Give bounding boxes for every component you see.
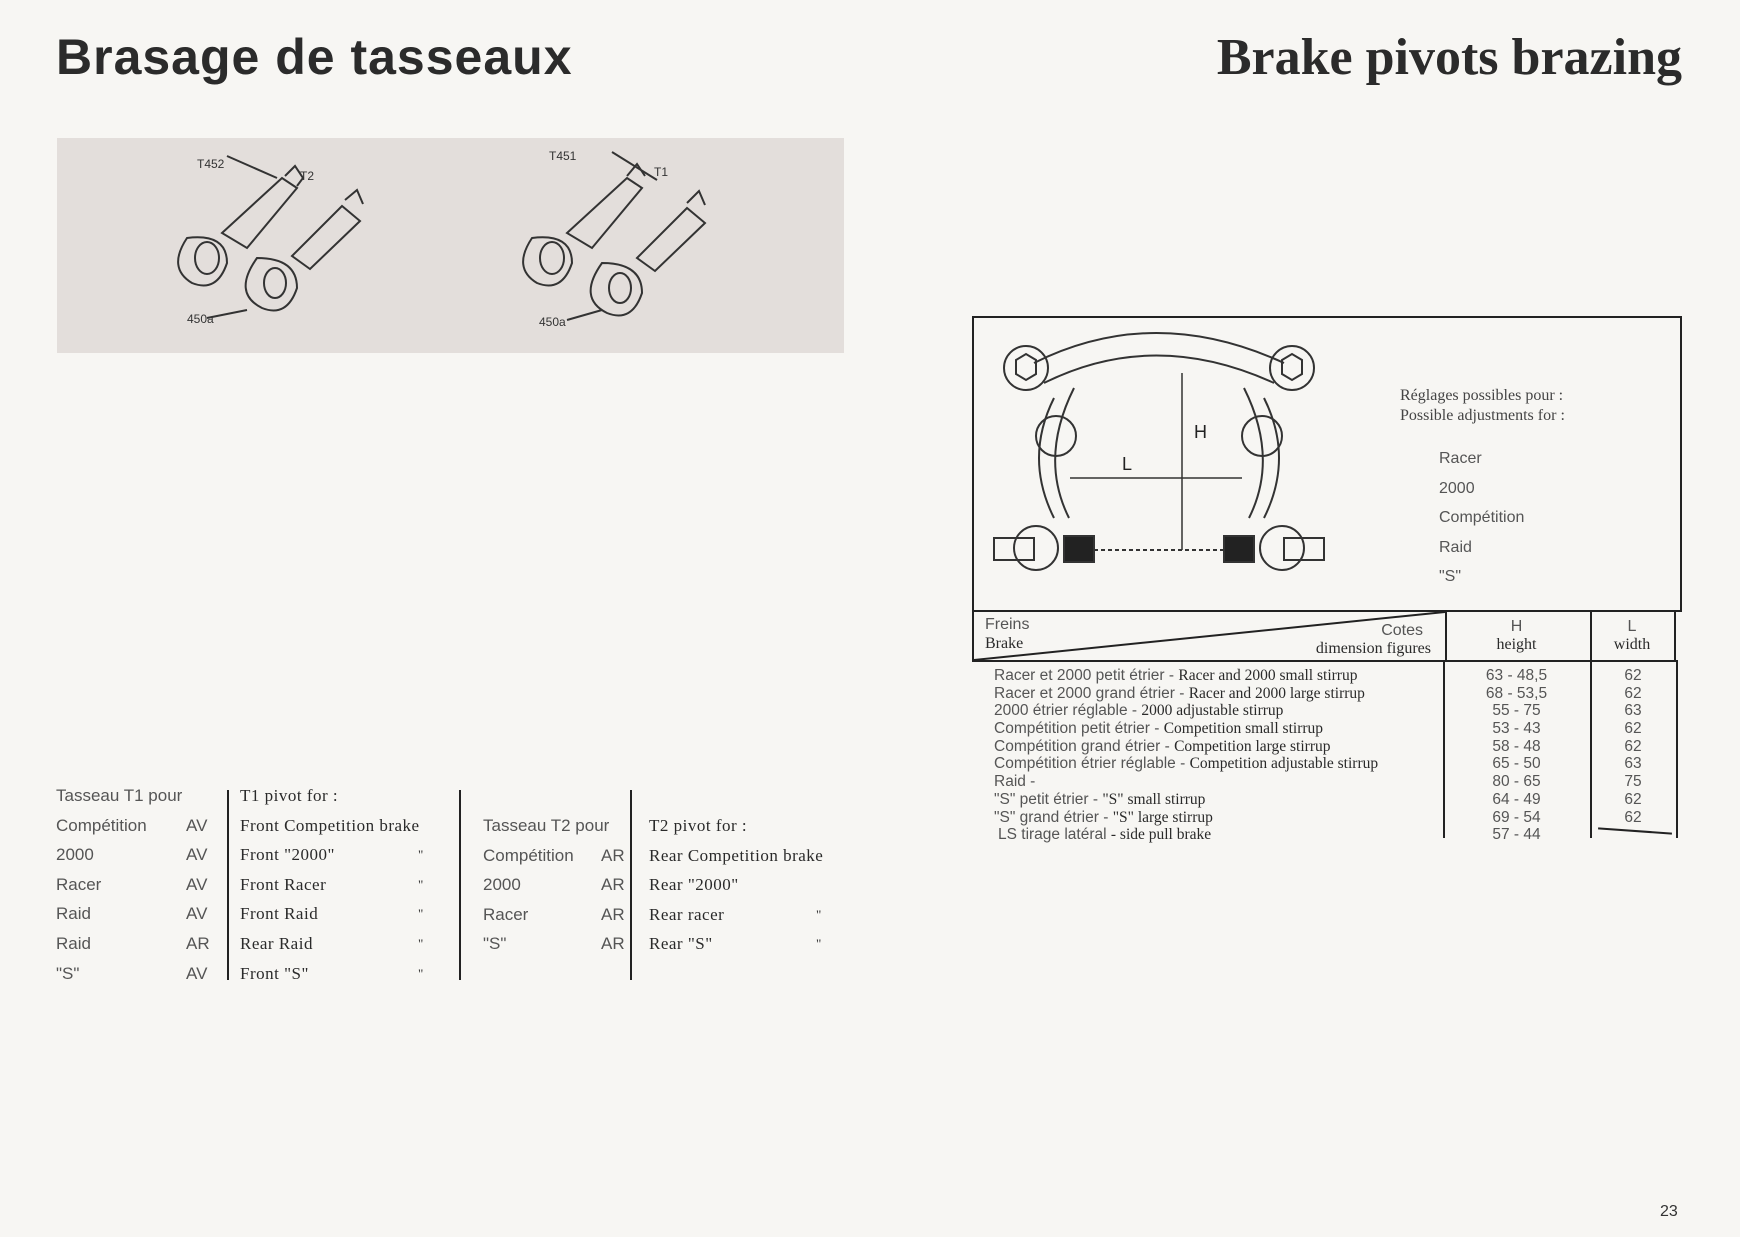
row-fr: Racer et 2000 petit étrier - [994, 667, 1179, 684]
height-cell: 80 - 65 [1492, 773, 1541, 791]
height-cell: 69 - 54 [1492, 808, 1541, 826]
list-item: 2000 [1439, 479, 1475, 497]
header-width: width [1613, 636, 1651, 653]
label-450a-left: 450a [187, 312, 214, 326]
position-code: AV [186, 904, 208, 924]
row-fr: Raid - [994, 773, 1036, 791]
position-code: AR [601, 875, 625, 895]
dimension-h-label: H [1194, 422, 1207, 442]
row-fr: Compétition grand étrier - [994, 737, 1175, 755]
position-code: AR [601, 845, 625, 865]
position-code: AV [186, 845, 208, 865]
list-item: Compétition [1439, 509, 1525, 527]
ditto-mark [418, 811, 430, 841]
list-item: Raid [56, 933, 91, 953]
row-en: "S" small stirrup [1102, 790, 1206, 808]
table-row [994, 809, 1444, 827]
row-en: Racer and 2000 large stirrup [1188, 684, 1365, 702]
ditto-mark: " [418, 935, 424, 951]
position-code: AR [601, 934, 625, 954]
ditto-mark: " [418, 965, 424, 981]
row-fr: 2000 étrier réglable - [994, 702, 1142, 720]
ditto-mark: " [816, 906, 822, 922]
divider [227, 790, 229, 980]
list-item: Front Competition brake [240, 815, 420, 835]
dimensions-table [972, 610, 1678, 842]
width-cell: 63 [1624, 755, 1642, 773]
list-item: Raid [56, 904, 91, 924]
header-rule [972, 660, 1678, 662]
width-cell: 62 [1624, 808, 1642, 826]
adjust-fr: Réglages possibles pour : [1400, 387, 1564, 404]
width-cell: 62 [1624, 720, 1642, 738]
header-h: H [1510, 618, 1523, 635]
label-t1: T1 [654, 165, 669, 179]
list-item: "S" [1439, 568, 1462, 586]
table-header-h [1443, 610, 1592, 660]
table-row [994, 702, 1444, 720]
t2-header-fr: Tasseau T2 pour [483, 816, 610, 835]
t1-header-fr: Tasseau T1 pour [56, 786, 183, 805]
adjustments-heading [1400, 386, 1565, 426]
row-fr: Compétition petit étrier - [994, 720, 1164, 738]
height-cell: 57 - 44 [1492, 826, 1541, 844]
ditto-mark: " [418, 847, 424, 863]
table-header-brakes [972, 610, 1447, 660]
list-item: 2000 [56, 845, 94, 865]
height-cell: 68 - 53,5 [1485, 684, 1548, 702]
ditto-mark: " [816, 936, 822, 952]
position-code: AR [601, 904, 625, 924]
t1-header-en: T1 pivot for : [240, 786, 339, 805]
header-l: L [1627, 618, 1637, 635]
label-450a-right: 450a [539, 315, 566, 329]
height-cell: 65 - 50 [1492, 755, 1541, 773]
table-row [994, 667, 1444, 685]
adjust-en: Possible adjustments for : [1400, 407, 1565, 424]
header-freins: Freins [985, 616, 1030, 633]
list-item: Front "2000" [240, 845, 335, 865]
ditto-mark: " [418, 876, 424, 892]
ditto-mark [816, 870, 828, 900]
caliper-drawing [974, 318, 1680, 610]
table-row [994, 720, 1444, 738]
brake-descriptions [994, 667, 1444, 844]
ditto-mark [816, 841, 828, 871]
list-item: Rear Competition brake [649, 845, 824, 865]
row-en: - side pull brake [1110, 826, 1212, 844]
row-fr: "S" petit étrier - [994, 790, 1103, 808]
list-item: Rear "S" [649, 934, 713, 954]
position-code: AV [186, 874, 208, 894]
ditto-mark: " [418, 906, 424, 922]
row-en: 2000 adjustable stirrup [1141, 702, 1284, 720]
pivots-illustration [57, 138, 844, 353]
t1-positions [186, 781, 216, 988]
row-en: Competition large stirrup [1174, 737, 1331, 755]
list-item: Racer [56, 874, 102, 894]
width-cell: 62 [1624, 737, 1642, 755]
table-row [994, 738, 1444, 756]
table-row [994, 791, 1444, 809]
table-row [994, 773, 1444, 791]
list-item: "S" [56, 963, 80, 983]
list-item: Compétition [56, 815, 147, 835]
t2-positions [601, 811, 631, 959]
label-t451: T451 [549, 149, 577, 163]
label-t2: T2 [300, 169, 315, 183]
table-header-l [1590, 610, 1676, 660]
row-en: Racer and 2000 small stirrup [1178, 667, 1358, 684]
row-fr: Compétition étrier réglable - [994, 755, 1190, 773]
list-item: Rear racer [649, 904, 725, 924]
height-values [1443, 667, 1590, 844]
row-fr: "S" grand étrier - [994, 808, 1113, 826]
divider [1676, 660, 1678, 838]
list-item: Racer [1439, 450, 1482, 467]
list-item: Front Racer [240, 874, 327, 894]
width-cell [1592, 826, 1674, 844]
t2-ditto-marks [816, 811, 828, 959]
row-fr: LS tirage latéral [998, 826, 1111, 844]
brake-caliper-diagram [972, 316, 1682, 612]
width-cell: 62 [1624, 684, 1642, 702]
header-brake: Brake [985, 635, 1024, 652]
table-row [994, 685, 1444, 703]
row-en: "S" large stirrup [1112, 808, 1213, 826]
list-item: Compétition [483, 845, 574, 865]
height-cell: 58 - 48 [1492, 737, 1541, 755]
page-title-french: Brasage de tasseaux [56, 29, 573, 85]
list-item: Raid [1439, 538, 1472, 556]
page-number: 23 [1660, 1203, 1678, 1220]
header-height: height [1496, 636, 1537, 653]
width-cell: 63 [1624, 702, 1642, 720]
table-row [994, 755, 1444, 773]
row-fr: Racer et 2000 grand étrier - [994, 684, 1189, 702]
t1-ditto-marks [418, 781, 430, 988]
position-code: AV [186, 815, 208, 835]
width-cell: 62 [1624, 790, 1642, 808]
list-item: Front "S" [240, 963, 309, 983]
adjustments-list [1439, 444, 1524, 592]
divider [630, 790, 632, 980]
list-item: 2000 [483, 875, 521, 895]
page-title-english: Brake pivots brazing [1216, 29, 1682, 86]
height-cell: 64 - 49 [1492, 790, 1541, 808]
label-t452: T452 [197, 157, 225, 171]
height-cell: 63 - 48,5 [1485, 667, 1548, 684]
list-item: Racer [483, 904, 529, 924]
row-en: Competition adjustable stirrup [1189, 755, 1379, 773]
width-values [1592, 667, 1674, 844]
row-en: Competition small stirrup [1163, 720, 1324, 738]
table-row [994, 826, 1444, 844]
header-cotes: Cotes [1381, 622, 1423, 639]
t2-header-en: T2 pivot for : [649, 816, 748, 835]
divider [459, 790, 461, 980]
brake-pivots-photo [57, 138, 844, 353]
width-cell: 62 [1624, 667, 1642, 684]
list-item: Rear Raid [240, 933, 313, 953]
height-cell: 55 - 75 [1492, 702, 1541, 720]
height-cell: 53 - 43 [1492, 720, 1541, 738]
width-cell: 75 [1624, 773, 1642, 791]
position-code: AR [186, 933, 210, 953]
list-item: "S" [483, 934, 507, 954]
list-item: Front Raid [240, 904, 319, 924]
dimension-l-label: L [1122, 454, 1133, 474]
header-dimension: dimension figures [1315, 640, 1431, 657]
position-code: AV [186, 963, 208, 983]
list-item: Rear "2000" [649, 875, 739, 895]
